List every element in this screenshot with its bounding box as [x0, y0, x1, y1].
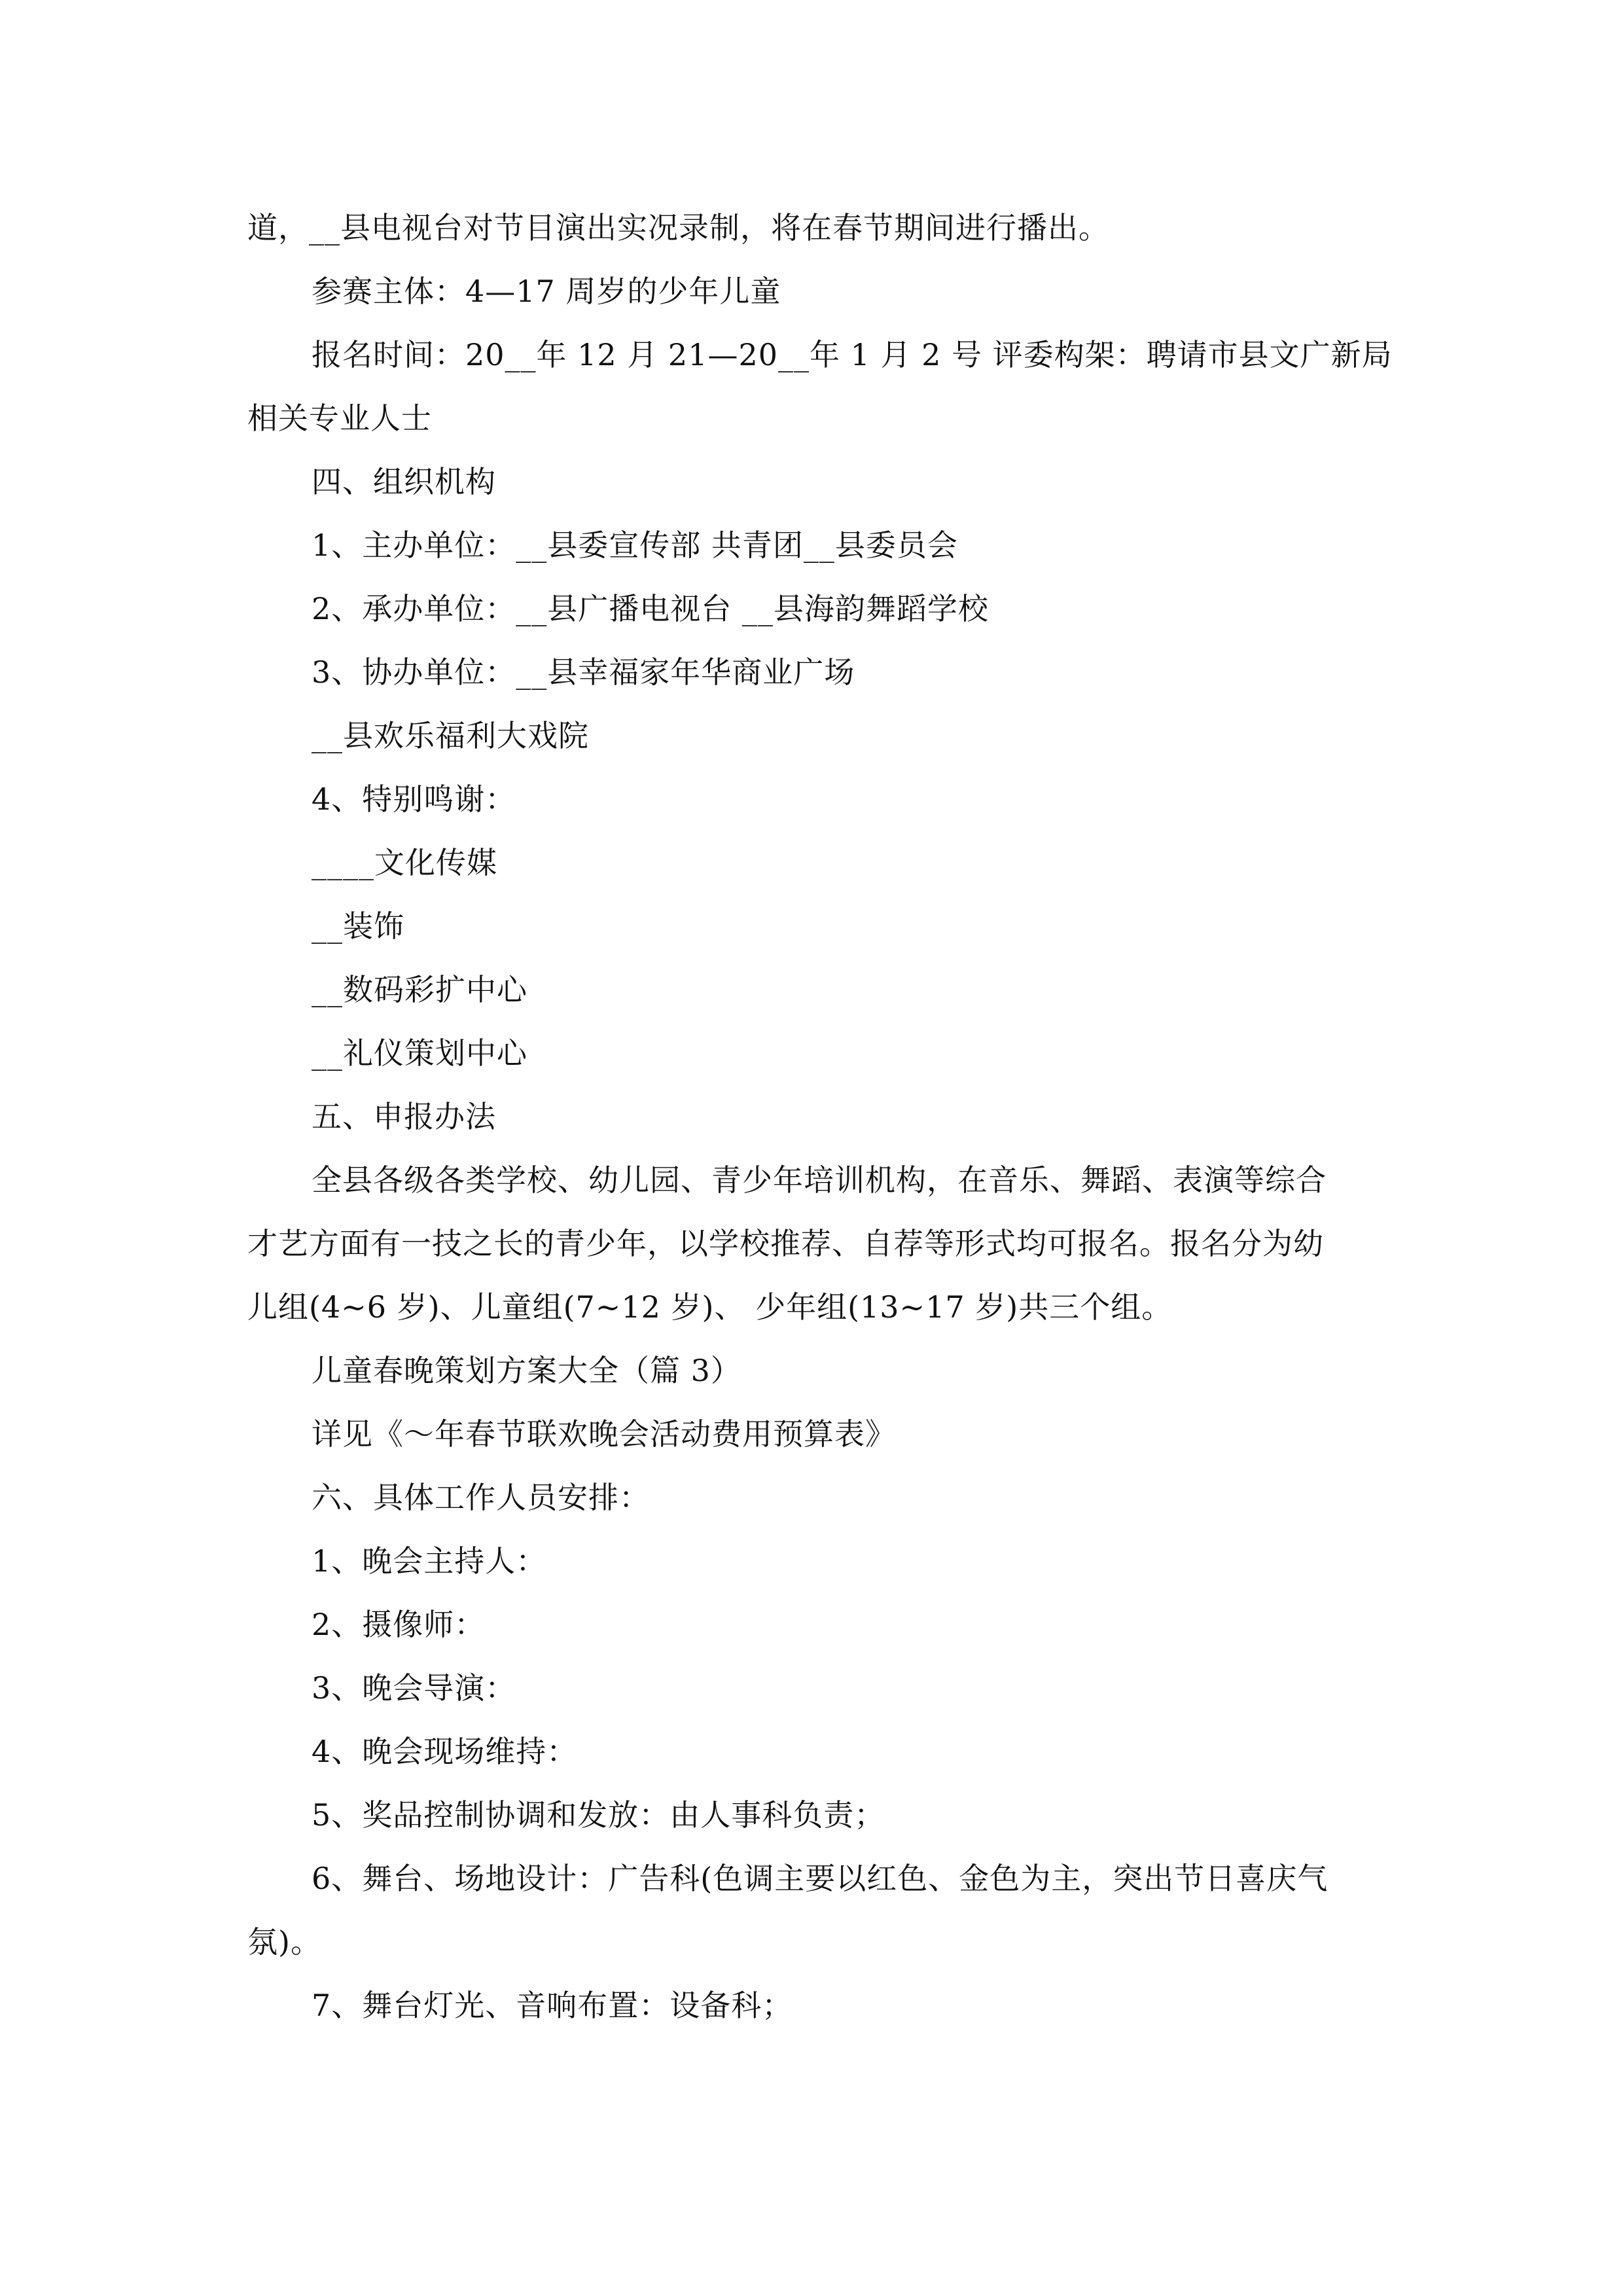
- text-line: 报名时间：20__年 12 月 21—20__年 1 月 2 号 评委构架：聘请市县文广新局: [312, 337, 1393, 372]
- text-line: 6、舞台、场地设计：广告科(色调主要以红色、金色为主，突出节日喜庆气: [312, 1861, 1329, 1896]
- text-line: 相关专业人士: [247, 401, 432, 436]
- section-heading: 四、组织机构: [312, 464, 496, 499]
- text-line: 全县各级各类学校、幼儿园、青少年培训机构，在音乐、舞蹈、表演等综合: [312, 1162, 1327, 1198]
- text-line: 1、主办单位：__县委宣传部 共青团__县委员会: [312, 528, 958, 563]
- text-line: __县欢乐福利大戏院: [312, 718, 589, 753]
- text-line: 氛)。: [247, 1924, 321, 1960]
- section-heading: 五、申报办法: [312, 1099, 496, 1134]
- text-line: 5、奖品控制协调和发放：由人事科负责；: [312, 1797, 885, 1833]
- text-line: 参赛主体：4—17 周岁的少年儿童: [312, 274, 781, 309]
- text-line: 3、协办单位：__县幸福家年华商业广场: [312, 655, 855, 690]
- text-line: 7、舞台灯光、音响布置：设备科；: [312, 1988, 793, 2023]
- text-line: 1、晚会主持人：: [312, 1543, 547, 1579]
- document-body: [247, 196, 1393, 2037]
- text-line: 4、特别鸣谢：: [312, 781, 516, 817]
- text-line: 才艺方面有一技之长的青少年，以学校推荐、自荐等形式均可报名。报名分为幼: [247, 1226, 1324, 1261]
- text-line: 儿组(4~6 岁)、儿童组(7~12 岁)、 少年组(13~17 岁)共三个组。: [247, 1289, 1173, 1325]
- text-line: 2、摄像师：: [312, 1607, 486, 1642]
- text-line: 2、承办单位：__县广播电视台 __县海韵舞蹈学校: [312, 591, 989, 626]
- text-line: 详见《～年春节联欢晚会活动费用预算表》: [312, 1416, 896, 1452]
- text-line: 3、晚会导演：: [312, 1670, 516, 1706]
- section-heading: 六、具体工作人员安排：: [312, 1480, 650, 1515]
- text-line: 4、晚会现场维持：: [312, 1734, 578, 1769]
- text-line: 道，__县电视台对节目演出实况录制，将在春节期间进行播出。: [247, 210, 1109, 245]
- text-line: ____文化传媒: [312, 845, 497, 880]
- text-line: __装饰: [312, 908, 404, 944]
- section-heading: 儿童春晚策划方案大全（篇 3）: [312, 1353, 741, 1388]
- text-line: __礼仪策划中心: [312, 1035, 527, 1071]
- text-line: __数码彩扩中心: [312, 972, 527, 1007]
